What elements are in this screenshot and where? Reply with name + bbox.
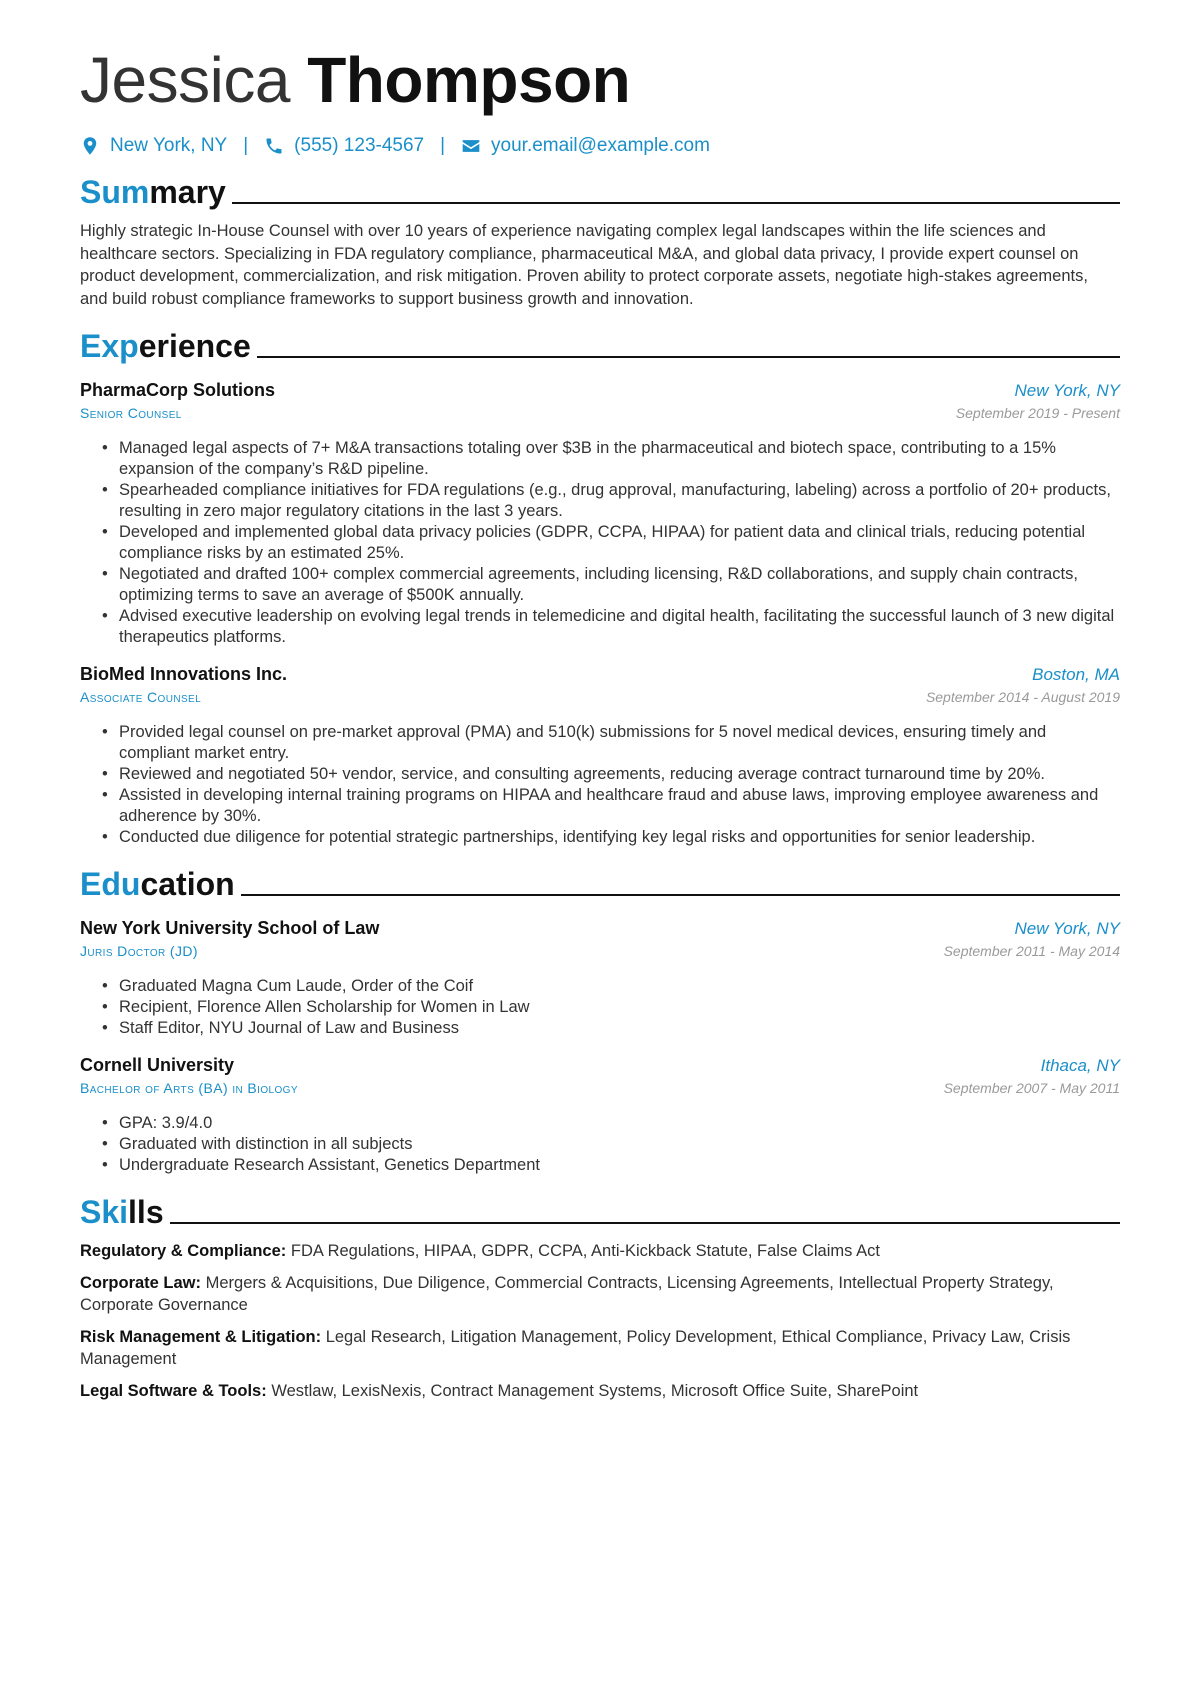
skill-category: Legal Software & Tools: bbox=[80, 1381, 267, 1400]
entry-subheader-row bbox=[80, 940, 1120, 962]
entry-subheader-row bbox=[80, 402, 1120, 424]
entry-header-row bbox=[80, 916, 1120, 940]
bullet-item: • Advised executive leadership on evolving legal trends in telemedicine and digital health, facilitating the successful launch of 3 new digital therapeutics platforms. bbox=[102, 606, 1120, 648]
resume-page bbox=[80, 40, 1120, 1411]
organization-name: PharmaCorp Solutions bbox=[80, 380, 276, 400]
bullet-item: • Graduated with distinction in all subjects bbox=[102, 1134, 1120, 1155]
bullet-item: • Undergraduate Research Assistant, Genetics Department bbox=[102, 1155, 1120, 1176]
bullet-item: • Negotiated and drafted 100+ complex commercial agreements, including licensing, R&D collaborations, and supply chain contracts, optimizing terms to save an average of $500K annually. bbox=[102, 564, 1120, 606]
bullet-item: • GPA: 3.9/4.0 bbox=[102, 1113, 1120, 1134]
skill-category: Corporate Law: bbox=[80, 1273, 202, 1292]
skill-values: Westlaw, LexisNexis, Contract Management Systems, Microsoft Office Suite, SharePoint bbox=[271, 1381, 919, 1400]
entry-location: New York, NY bbox=[1014, 381, 1120, 400]
entry-location: Boston, MA bbox=[1032, 665, 1120, 684]
envelope-icon bbox=[461, 136, 481, 156]
contact-phone[interactable] bbox=[264, 135, 424, 157]
organization-name: Cornell University bbox=[80, 1055, 235, 1075]
education-entry bbox=[80, 916, 1120, 1039]
bullet-item: • Staff Editor, NYU Journal of Law and Business bbox=[102, 1018, 1120, 1039]
last-name: Thompson bbox=[307, 44, 631, 116]
entry-subheader-row bbox=[80, 686, 1120, 708]
skills-heading: Skills bbox=[80, 1190, 1120, 1230]
section-divider bbox=[257, 356, 1120, 358]
bullet-list bbox=[80, 976, 1120, 1039]
bullet-item: • Recipient, Florence Allen Scholarship for Women in Law bbox=[102, 997, 1120, 1018]
organization-name: New York University School of Law bbox=[80, 918, 380, 938]
summary-heading: Summary bbox=[80, 170, 1120, 210]
bullet-list bbox=[80, 1113, 1120, 1176]
contact-bar bbox=[80, 132, 1120, 160]
skill-line bbox=[80, 1326, 1120, 1371]
section-divider bbox=[241, 894, 1120, 896]
education-heading: Education bbox=[80, 862, 1120, 902]
skill-values: FDA Regulations, HIPAA, GDPR, CCPA, Anti-Kickback Statute, False Claims Act bbox=[290, 1242, 880, 1260]
skill-values: Mergers & Acquisitions, Due Diligence, Commercial Contracts, Licensing Agreements, Intellectual Property Strategy, Corporate Governance bbox=[80, 1273, 1054, 1314]
contact-separator: | bbox=[243, 135, 249, 156]
role-title: Associate Counsel bbox=[80, 689, 202, 705]
entry-header-row bbox=[80, 662, 1120, 686]
date-range: September 2019 - Present bbox=[955, 405, 1120, 421]
entry-subheader-row bbox=[80, 1077, 1120, 1099]
location-text: New York, NY bbox=[110, 135, 228, 156]
bullet-item: • Spearheaded compliance initiatives for FDA regulations (e.g., drug approval, manufacturing, labeling) across a portfolio of 20+ products, resulting in zero major regulatory citations in the last 3 years. bbox=[102, 480, 1120, 522]
contact-location bbox=[80, 135, 227, 157]
date-range: September 2007 - May 2011 bbox=[943, 1080, 1120, 1096]
education-entry bbox=[80, 1053, 1120, 1176]
phone-icon bbox=[264, 136, 284, 156]
first-name: Jessica bbox=[80, 44, 290, 116]
entry-header-row bbox=[80, 1053, 1120, 1077]
bullet-item: • Graduated Magna Cum Laude, Order of the Coif bbox=[102, 976, 1120, 997]
role-title: Senior Counsel bbox=[80, 405, 182, 421]
experience-entry bbox=[80, 662, 1120, 848]
bullet-item: • Developed and implemented global data privacy policies (GDPR, CCPA, HIPAA) for patient data and clinical trials, reducing potential compliance risks by an estimated 25%. bbox=[102, 522, 1120, 564]
experience-list bbox=[80, 378, 1120, 848]
skills-list bbox=[80, 1240, 1120, 1402]
bullet-list bbox=[80, 722, 1120, 848]
section-divider bbox=[232, 202, 1120, 204]
education-list bbox=[80, 916, 1120, 1176]
skill-category: Risk Management & Litigation: bbox=[80, 1327, 322, 1346]
role-title: Bachelor of Arts (BA) in Biology bbox=[80, 1080, 298, 1096]
entry-location: New York, NY bbox=[1014, 919, 1120, 938]
skill-values: Legal Research, Litigation Management, Policy Development, Ethical Compliance, Privacy Law, Crisis Management bbox=[80, 1327, 1071, 1368]
skill-line bbox=[80, 1240, 1120, 1263]
entry-location: Ithaca, NY bbox=[1040, 1056, 1120, 1075]
summary-text: Highly strategic In-House Counsel with over 10 years of experience navigating complex legal landscapes within the life sciences and healthcare sectors. Specializing in FDA regulatory compliance, pharmaceutical M&A, and global data privacy, I provide expert counsel on product development, commercialization, and risk mitigation. Proven ability to protect corporate assets, negotiate high-stakes agreements, and build robust compliance frameworks to support business growth and innovation. bbox=[80, 222, 1088, 308]
section-divider bbox=[170, 1222, 1120, 1224]
date-range: September 2011 - May 2014 bbox=[943, 943, 1120, 959]
bullet-item: • Assisted in developing internal training programs on HIPAA and healthcare fraud and abuse laws, improving employee awareness and adherence by 30%. bbox=[102, 785, 1120, 827]
bullet-item: • Reviewed and negotiated 50+ vendor, service, and consulting agreements, reducing average contract turnaround time by 20%. bbox=[102, 764, 1120, 785]
date-range: September 2014 - August 2019 bbox=[925, 689, 1120, 705]
role-title: Juris Doctor (JD) bbox=[80, 943, 198, 959]
contact-email[interactable] bbox=[461, 135, 710, 157]
organization-name: BioMed Innovations Inc. bbox=[80, 664, 288, 684]
contact-separator: | bbox=[440, 135, 446, 156]
bullet-item: • Provided legal counsel on pre-market approval (PMA) and 510(k) submissions for 5 novel medical devices, ensuring timely and compliant market entry. bbox=[102, 722, 1120, 764]
skill-line bbox=[80, 1272, 1120, 1317]
bullet-item: • Managed legal aspects of 7+ M&A transactions totaling over $3B in the pharmaceutical and biotech space, contributing to a 15% expansion of the company’s R&D pipeline. bbox=[102, 438, 1120, 480]
candidate-name bbox=[80, 40, 1120, 120]
email-text: your.email@example.com bbox=[491, 135, 710, 156]
experience-heading: Experience bbox=[80, 324, 1120, 364]
experience-entry bbox=[80, 378, 1120, 648]
entry-header-row bbox=[80, 378, 1120, 402]
bullet-item: • Conducted due diligence for potential strategic partnerships, identifying key legal risks and opportunities for senior leadership. bbox=[102, 827, 1120, 848]
phone-text: (555) 123-4567 bbox=[294, 135, 425, 156]
map-pin-icon bbox=[80, 136, 100, 156]
skill-category: Regulatory & Compliance: bbox=[80, 1242, 287, 1260]
bullet-list bbox=[80, 438, 1120, 648]
skill-line bbox=[80, 1380, 1120, 1403]
